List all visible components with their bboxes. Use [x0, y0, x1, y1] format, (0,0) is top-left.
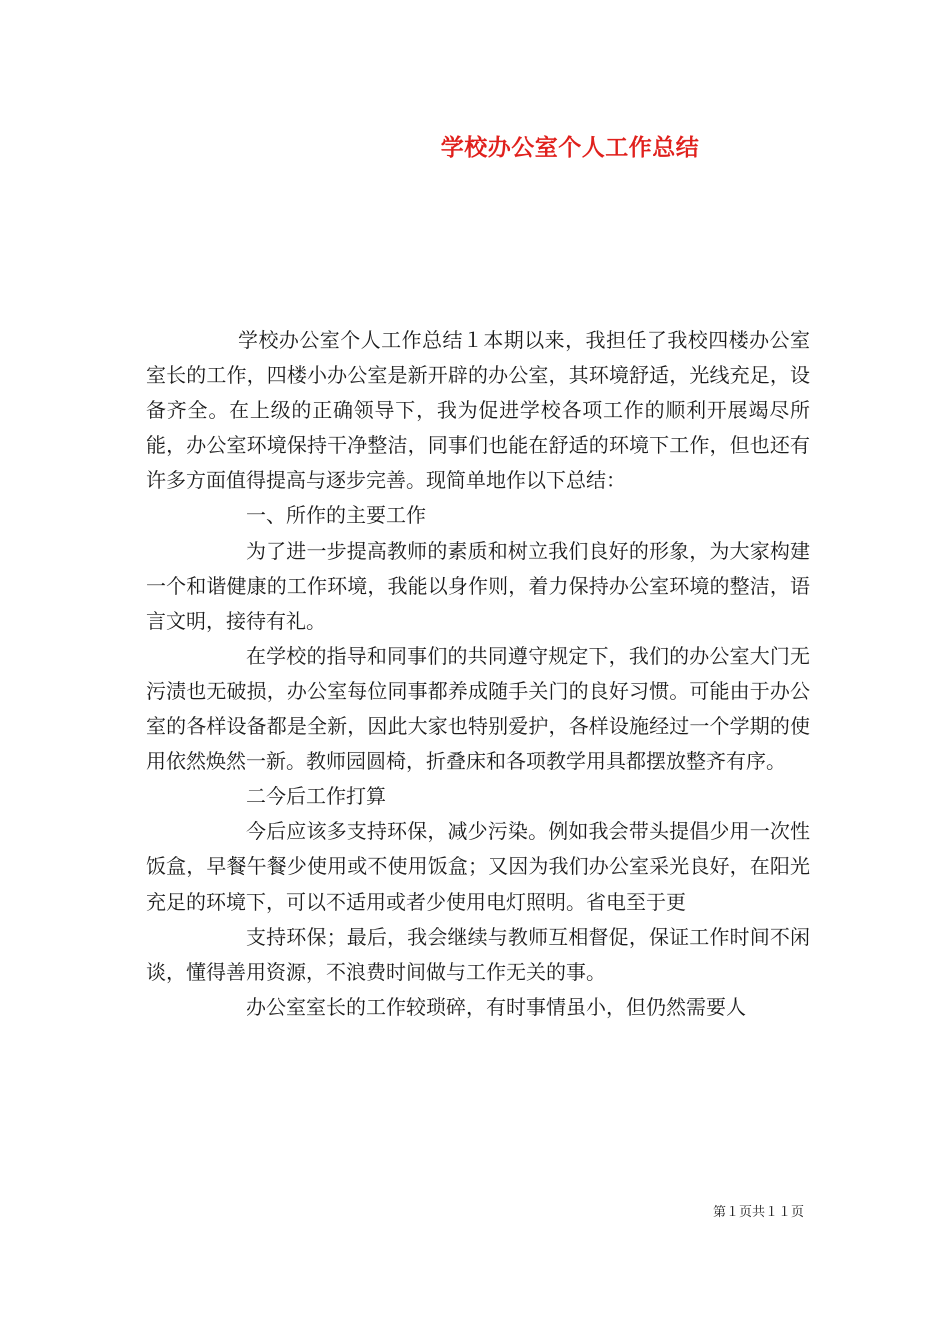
document-body: [146, 323, 810, 1025]
page-number: 第１页共１１页: [712, 1205, 804, 1220]
section-heading-future-plans: 二今后工作打算: [246, 784, 386, 809]
paragraph-environment: 今后应该多支持环保，减少污染。例如我会带头提倡少用一次性饭盒，早餐午餐少使用或不使用饭盒；又因为我们办公室采光良好，在阳光充足的环境下，可以不适用或者少使用电灯照明。省电至于更: [146, 819, 810, 914]
paragraph-intro: 学校办公室个人工作总结１本期以来，我担任了我校四楼办公室室长的工作，四楼小办公室是新开辟的办公室，其环境舒适，光线充足，设备齐全。在上级的正确领导下，我为促进学校各项工作的顺利开展竭尽所能，办公室环境保持干净整洁，同事们也能在舒适的环境下工作，但也还有许多方面值得提高与逐步完善。现简单地作以下总结：: [146, 328, 810, 493]
paragraph-duties: 办公室室长的工作较琐碎，有时事情虽小，但仍然需要人: [246, 994, 746, 1019]
paragraph-image: 为了进一步提高教师的素质和树立我们良好的形象，为大家构建一个和谐健康的工作环境，我能以身作则，着力保持办公室环境的整洁，语言文明，接待有礼。: [146, 538, 810, 633]
paragraph-time-management: 支持环保；最后，我会继续与教师互相督促，保证工作时间不闲谈，懂得善用资源，不浪费时间做与工作无关的事。: [146, 924, 810, 984]
section-heading-main-work: 一、所作的主要工作: [246, 503, 426, 528]
document-title: 学校办公室个人工作总结: [440, 134, 700, 161]
paragraph-office-rules: 在学校的指导和同事们的共同遵守规定下，我们的办公室大门无污渍也无破损，办公室每位同事都养成随手关门的良好习惯。可能由于办公室的各样设备都是全新，因此大家也特别爱护，各样设施经过一个学期的使用依然焕然一新。教师园圆椅，折叠床和各项教学用具都摆放整齐有序。: [146, 643, 810, 774]
